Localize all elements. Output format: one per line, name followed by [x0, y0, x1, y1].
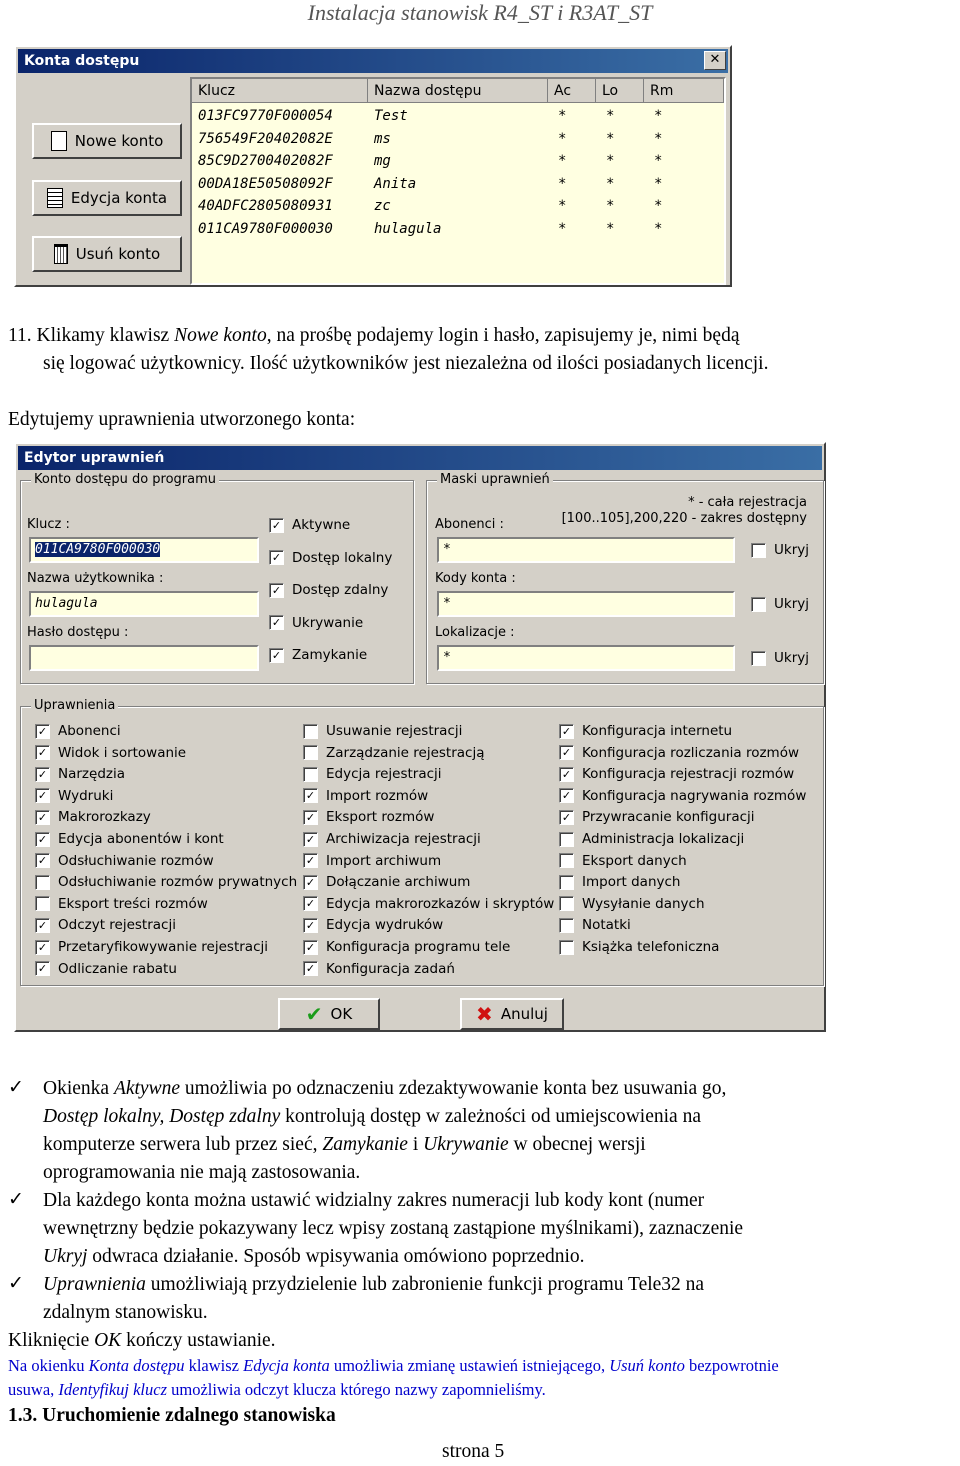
subscribers-mask-field[interactable]: *	[437, 537, 735, 563]
permission-checkbox[interactable]	[303, 831, 481, 847]
table-cell: *	[654, 220, 663, 237]
checkbox-box: ✓	[303, 875, 318, 890]
table-cell: *	[558, 198, 567, 214]
permission-checkbox[interactable]	[35, 874, 297, 890]
checkbox-box: ✓	[269, 550, 284, 565]
table-row[interactable]	[192, 195, 724, 217]
password-label: Hasło dostępu :	[27, 625, 129, 640]
table-cell: *	[606, 220, 615, 237]
permission-checkbox[interactable]	[559, 874, 680, 890]
permission-checkbox[interactable]	[559, 917, 631, 933]
flag-label: Zamykanie	[292, 647, 368, 663]
checkbox-box: ✓	[35, 918, 50, 933]
checkbox-box: ✓	[559, 788, 574, 803]
note-text: usuwa,	[8, 1380, 59, 1399]
bullet-text: kontrolują dostęp w zależności od umiejscowienia na	[280, 1106, 701, 1127]
text-em: OK	[94, 1330, 122, 1351]
step-number: 11.	[8, 325, 32, 346]
key-value: 011CA9780F000030	[35, 542, 161, 557]
permission-label: Edycja rejestracji	[326, 766, 442, 783]
note-text: Na okienku	[8, 1356, 89, 1375]
checkbox-box: ✓	[559, 767, 574, 782]
cancel-button[interactable]	[460, 998, 564, 1030]
permission-checkbox[interactable]	[35, 723, 121, 739]
table-row[interactable]	[192, 150, 724, 172]
section-heading: 1.3. Uruchomienie zdalnego stanowiska	[8, 1405, 336, 1426]
permission-label: Odczyt rejestracji	[58, 917, 176, 934]
permission-checkbox[interactable]	[559, 831, 744, 847]
accounts-window-title: Konta dostępu	[18, 49, 728, 73]
flag-label: Dostęp zdalny	[292, 582, 389, 598]
edit-document-icon	[47, 188, 63, 208]
table-cell: *	[606, 108, 615, 124]
table-cell: Anita	[374, 175, 417, 192]
permission-checkbox[interactable]	[303, 788, 428, 804]
flag-label: Ukrywanie	[292, 614, 364, 631]
edit-account-label: Edycja konta	[70, 189, 168, 207]
checkbox-box: ✓	[303, 918, 318, 933]
note-em: Konta dostępu	[88, 1356, 185, 1375]
bullet-em: Uprawnienia	[43, 1274, 146, 1295]
close-icon[interactable]: ✕	[704, 51, 726, 70]
note-text: umożliwia odczyt klucza którego nazwy zapomnieliśmy.	[167, 1380, 546, 1399]
checkbox-box	[559, 832, 574, 847]
permission-checkbox[interactable]	[559, 766, 794, 782]
checkbox-box	[559, 896, 574, 911]
permission-label: Konfiguracja internetu	[582, 723, 733, 739]
checkbox-box: ✓	[269, 583, 284, 598]
bullet-1-line-1	[43, 1075, 726, 1103]
account-group	[20, 472, 414, 684]
bullet-text: w obecnej wersji	[508, 1134, 646, 1155]
bullet-text: umożliwiają przydzielenie lub zabronienie funkcji programu Tele32 na	[145, 1274, 705, 1295]
permission-label: Usuwanie rejestracji	[326, 723, 463, 739]
note-line-2	[8, 1378, 546, 1402]
key-label: Klucz :	[27, 517, 70, 532]
trash-icon	[54, 244, 68, 264]
checkbox-box: ✓	[35, 961, 50, 976]
edit-account-button[interactable]	[32, 180, 182, 216]
checkbox-box: ✓	[35, 832, 50, 847]
checkbox-box: ✓	[269, 518, 284, 533]
checkbox-box: ✓	[35, 724, 50, 739]
hide-subscribers-checkbox[interactable]	[751, 542, 809, 558]
document-icon	[51, 131, 67, 151]
username-field[interactable]: hulagula	[29, 591, 259, 617]
table-cell: zc	[374, 198, 391, 214]
account-codes-label: Kody konta :	[435, 571, 516, 586]
permissions-editor-window	[14, 442, 826, 1032]
checkmark-icon: ✓	[8, 1189, 24, 1210]
permission-checkbox[interactable]	[35, 766, 125, 782]
column-header-ac[interactable]: Ac	[548, 79, 596, 103]
permission-label: Narzędzia	[58, 766, 125, 783]
checkbox-box: ✓	[35, 853, 50, 868]
table-cell: 011CA9780F000030	[198, 220, 333, 237]
permission-label: Zarządzanie rejestracją	[326, 744, 485, 761]
permission-checkbox[interactable]	[303, 874, 470, 890]
checkbox-box	[35, 896, 50, 911]
permission-label: Wysyłanie danych	[582, 895, 705, 912]
new-account-label: Nowe konto	[74, 132, 164, 150]
checkbox-box: ✓	[303, 896, 318, 911]
permission-label: Administracja lokalizacji	[582, 831, 745, 847]
permission-checkbox[interactable]	[35, 745, 186, 761]
flag-checkbox[interactable]	[269, 517, 350, 533]
bullet-3-line-1	[43, 1271, 704, 1299]
hide-account-codes-checkbox[interactable]	[751, 596, 809, 612]
subscribers-label: Abonenci :	[435, 517, 504, 532]
editor-window-title: Edytor uprawnień	[18, 446, 822, 470]
delete-account-button[interactable]	[32, 236, 182, 272]
checkbox-box: ✓	[303, 853, 318, 868]
permission-checkbox[interactable]	[303, 896, 554, 912]
permissions-group	[20, 698, 824, 986]
permission-label: Edycja wydruków	[326, 917, 444, 934]
checkbox-box	[35, 875, 50, 890]
permission-label: Konfiguracja rejestracji rozmów	[582, 766, 795, 783]
note-text: bezpowrotnie	[684, 1356, 779, 1375]
permission-checkbox[interactable]	[35, 917, 176, 933]
flag-checkbox[interactable]	[269, 647, 367, 663]
cancel-label: Anuluj	[500, 1005, 548, 1023]
checkbox-box	[559, 875, 574, 890]
column-header-key[interactable]: Klucz	[192, 79, 368, 103]
permission-checkbox[interactable]	[559, 896, 705, 912]
table-cell: *	[558, 130, 567, 147]
key-field[interactable]	[29, 537, 259, 563]
permission-label: Konfiguracja zadań	[326, 960, 455, 977]
checkbox-box	[303, 745, 318, 760]
checkbox-box: ✓	[559, 745, 574, 760]
permission-checkbox[interactable]	[303, 853, 441, 869]
note-text: umożliwia zmianę ustawień istniejącego,	[329, 1356, 610, 1375]
column-header-lo[interactable]: Lo	[596, 79, 644, 103]
permission-label: Edycja abonentów i kont	[58, 831, 224, 847]
permission-checkbox[interactable]	[35, 961, 177, 977]
table-cell: *	[558, 108, 567, 124]
permission-label: Konfiguracja programu tele	[326, 939, 511, 955]
permission-checkbox[interactable]	[559, 788, 806, 804]
accounts-window	[14, 45, 732, 287]
permission-label: Eksport treści rozmów	[58, 895, 208, 912]
note-line-1	[8, 1354, 779, 1378]
mask-hint-2: [100..105],200,220 - zakres dostępny	[561, 511, 807, 526]
delete-account-label: Usuń konto	[75, 245, 161, 263]
checkbox-box	[751, 597, 766, 612]
table-cell: *	[558, 175, 567, 192]
checkbox-box	[559, 918, 574, 933]
table-cell: 756549F20402082E	[198, 130, 333, 147]
hide-label: Ukryj	[774, 650, 809, 666]
bullet-text: odwraca działanie. Sposób wpisywania omówiono poprzednio.	[87, 1246, 585, 1267]
masks-group	[426, 472, 824, 684]
checkbox-box	[559, 853, 574, 868]
table-cell: *	[654, 198, 663, 214]
cross-icon: ✖	[476, 1002, 493, 1026]
permission-label: Eksport rozmów	[326, 809, 435, 826]
permission-checkbox[interactable]	[303, 917, 443, 933]
checkbox-box: ✓	[303, 832, 318, 847]
checkbox-box	[303, 724, 318, 739]
accounts-table[interactable]	[190, 77, 726, 285]
bullet-text: umożliwia po odznaczeniu zdezaktywowanie konta bez usuwania go,	[180, 1078, 727, 1099]
table-cell: *	[558, 220, 567, 237]
flag-checkbox[interactable]	[269, 550, 392, 566]
hide-label: Ukryj	[774, 542, 809, 558]
bullet-em: Aktywne	[113, 1078, 180, 1099]
permission-label: Import rozmów	[326, 787, 429, 804]
account-group-label: Konto dostępu do programu	[31, 472, 219, 488]
text: Kliknięcie	[8, 1330, 95, 1351]
permission-label: Przetaryfikowywanie rejestracji	[58, 939, 268, 955]
table-cell: *	[606, 130, 615, 147]
step-text-em: Nowe konto	[174, 325, 267, 346]
permission-label: Odsłuchiwanie rozmów	[58, 852, 214, 869]
bullet-2-line-3	[43, 1243, 585, 1271]
bullet-em: Ukrywanie	[423, 1134, 509, 1155]
permission-checkbox[interactable]	[35, 939, 268, 955]
permission-checkbox[interactable]	[35, 896, 208, 912]
permission-label: Wydruki	[58, 787, 114, 804]
table-cell: mg	[374, 153, 391, 169]
permission-label: Eksport danych	[582, 852, 687, 869]
permission-label: Notatki	[582, 917, 631, 934]
permission-label: Odsłuchiwanie rozmów prywatnych	[58, 874, 298, 891]
locations-label: Lokalizacje :	[435, 625, 515, 640]
checkbox-box: ✓	[303, 810, 318, 825]
permission-checkbox[interactable]	[303, 961, 455, 977]
table-cell: 013FC9770F000054	[198, 108, 333, 124]
step-text-a: Klikamy klawisz	[36, 325, 170, 346]
checkmark-icon: ✓	[8, 1077, 24, 1098]
permission-checkbox[interactable]	[35, 831, 224, 847]
permission-checkbox[interactable]	[559, 853, 687, 869]
password-field[interactable]	[29, 645, 259, 671]
edit-intro-text: Edytujemy uprawnienia utworzonego konta:	[8, 409, 356, 430]
permission-checkbox[interactable]	[35, 788, 113, 804]
note-em: Edycja konta	[243, 1356, 330, 1375]
table-row[interactable]	[192, 128, 724, 150]
checkmark-icon: ✓	[8, 1273, 24, 1294]
permission-label: Konfiguracja nagrywania rozmów	[582, 787, 807, 804]
permissions-group-label: Uprawnienia	[31, 698, 118, 714]
permission-checkbox[interactable]	[303, 809, 434, 825]
mask-hint-1: * - cała rejestracja	[688, 495, 807, 510]
checkbox-box: ✓	[559, 810, 574, 825]
permission-label: Archiwizacja rejestracji	[326, 831, 481, 847]
checkbox-box	[751, 651, 766, 666]
table-row[interactable]	[192, 218, 724, 240]
table-cell: *	[654, 175, 663, 192]
ok-label: OK	[330, 1005, 353, 1023]
permission-checkbox[interactable]	[559, 939, 719, 955]
checkmark-icon: ✔	[305, 1002, 323, 1026]
permission-checkbox[interactable]	[303, 723, 462, 739]
checkbox-box: ✓	[559, 724, 574, 739]
checkbox-box: ✓	[35, 788, 50, 803]
new-account-button[interactable]	[32, 123, 182, 159]
note-text: klawisz	[184, 1356, 244, 1375]
note-em: Usuń konto	[609, 1356, 685, 1375]
checkbox-box: ✓	[269, 648, 284, 663]
hide-locations-checkbox[interactable]	[751, 650, 809, 666]
text: kończy ustawianie.	[121, 1330, 276, 1351]
table-cell: ms	[374, 130, 391, 147]
permission-checkbox[interactable]	[559, 723, 732, 739]
table-cell: *	[606, 198, 615, 214]
column-header-rm[interactable]: Rm	[644, 79, 724, 103]
checkbox-box: ✓	[303, 788, 318, 803]
permission-label: Konfiguracja rozliczania rozmów	[582, 744, 799, 761]
ok-explanation	[8, 1327, 276, 1355]
checkbox-box	[751, 543, 766, 558]
permission-checkbox[interactable]	[559, 809, 755, 825]
masks-group-label: Maski uprawnień	[437, 472, 553, 488]
checkbox-box: ✓	[35, 940, 50, 955]
checkbox-box: ✓	[269, 615, 284, 630]
permission-checkbox[interactable]	[303, 939, 510, 955]
locations-mask-field[interactable]: *	[437, 645, 735, 671]
flag-label: Dostęp lokalny	[292, 549, 393, 566]
note-em: Identyfikuj klucz	[58, 1380, 168, 1399]
table-row[interactable]	[192, 173, 724, 195]
permission-checkbox[interactable]	[559, 745, 799, 761]
table-cell: 85C9D2700402082F	[198, 153, 333, 169]
checkbox-box: ✓	[303, 961, 318, 976]
table-cell: *	[654, 153, 663, 169]
bullet-1-line-3	[43, 1131, 646, 1159]
bullet-em: Ukryj	[43, 1246, 88, 1267]
step-11-text	[8, 322, 958, 350]
flag-checkbox[interactable]	[269, 582, 388, 598]
table-row[interactable]	[192, 105, 724, 127]
bullet-em: Zamykanie	[322, 1134, 408, 1155]
table-cell: hulagula	[374, 220, 442, 237]
bullet-em: Dostęp lokalny, Dostęp zdalny	[43, 1106, 281, 1127]
table-cell: *	[558, 153, 567, 169]
checkbox-box	[303, 767, 318, 782]
checkbox-box: ✓	[303, 940, 318, 955]
ok-button[interactable]	[278, 998, 380, 1030]
checkbox-box: ✓	[35, 810, 50, 825]
bullet-text: i	[407, 1134, 424, 1155]
bullet-2-line-2: wewnętrzny będzie pokazywany lecz wpisy zostaną zastąpione myślnikami), zaznaczenie	[43, 1218, 744, 1239]
table-cell: 00DA18E50508092F	[198, 175, 333, 192]
bullet-2-line-1: Dla każdego konta można ustawić widzialny zakres numeracji lub kody kont (numer	[43, 1190, 705, 1211]
username-label: Nazwa użytkownika :	[27, 571, 164, 586]
permission-checkbox[interactable]	[35, 809, 151, 825]
column-header-name[interactable]: Nazwa dostępu	[368, 79, 548, 103]
account-codes-mask-field[interactable]: *	[437, 591, 735, 617]
permission-label: Dołączanie archiwum	[326, 874, 471, 891]
permission-label: Edycja makrorozkazów i skryptów	[326, 895, 555, 912]
permission-label: Import archiwum	[326, 852, 442, 869]
bullet-text: komputerze serwera lub przez sieć,	[43, 1134, 323, 1155]
flag-checkbox[interactable]	[269, 615, 363, 631]
permission-label: Import danych	[582, 874, 681, 891]
permission-checkbox[interactable]	[303, 766, 442, 782]
permission-label: Odliczanie rabatu	[58, 960, 177, 977]
table-cell: 40ADFC2805080931	[198, 198, 333, 214]
permission-label: Przywracanie konfiguracji	[582, 809, 755, 826]
table-cell: *	[654, 108, 663, 124]
checkbox-box	[559, 940, 574, 955]
bullet-1-line-4: oprogramowania nie mają zastosowania.	[43, 1162, 361, 1183]
table-cell: *	[606, 175, 615, 192]
permission-checkbox[interactable]	[35, 853, 214, 869]
page-number: strona 5	[442, 1441, 505, 1462]
permission-label: Abonenci	[58, 723, 121, 739]
bullet-1-line-2	[43, 1103, 701, 1131]
permission-checkbox[interactable]	[303, 745, 484, 761]
permission-label: Książka telefoniczna	[582, 939, 720, 955]
hide-label: Ukryj	[774, 596, 809, 612]
step-11-text-2: się logować użytkownicy. Ilość użytkowników jest niezależna od ilości posiadanych licencji.	[43, 353, 769, 374]
step-text-b: , na prośbę podajemy login i hasło, zapisujemy je, nimi będą	[266, 325, 740, 346]
bullet-3-line-2: zdalnym stanowisku.	[43, 1302, 208, 1323]
table-cell: *	[654, 130, 663, 147]
checkbox-box: ✓	[35, 767, 50, 782]
permission-label: Makrorozkazy	[58, 809, 151, 826]
page-header: Instalacja stanowisk R4_ST i R3AT_ST	[307, 0, 653, 25]
checkbox-box: ✓	[35, 745, 50, 760]
table-cell: *	[606, 153, 615, 169]
permission-label: Widok i sortowanie	[58, 744, 187, 761]
flag-label: Aktywne	[292, 517, 351, 533]
table-cell: Test	[374, 108, 408, 124]
bullet-text: Okienka	[43, 1078, 114, 1099]
